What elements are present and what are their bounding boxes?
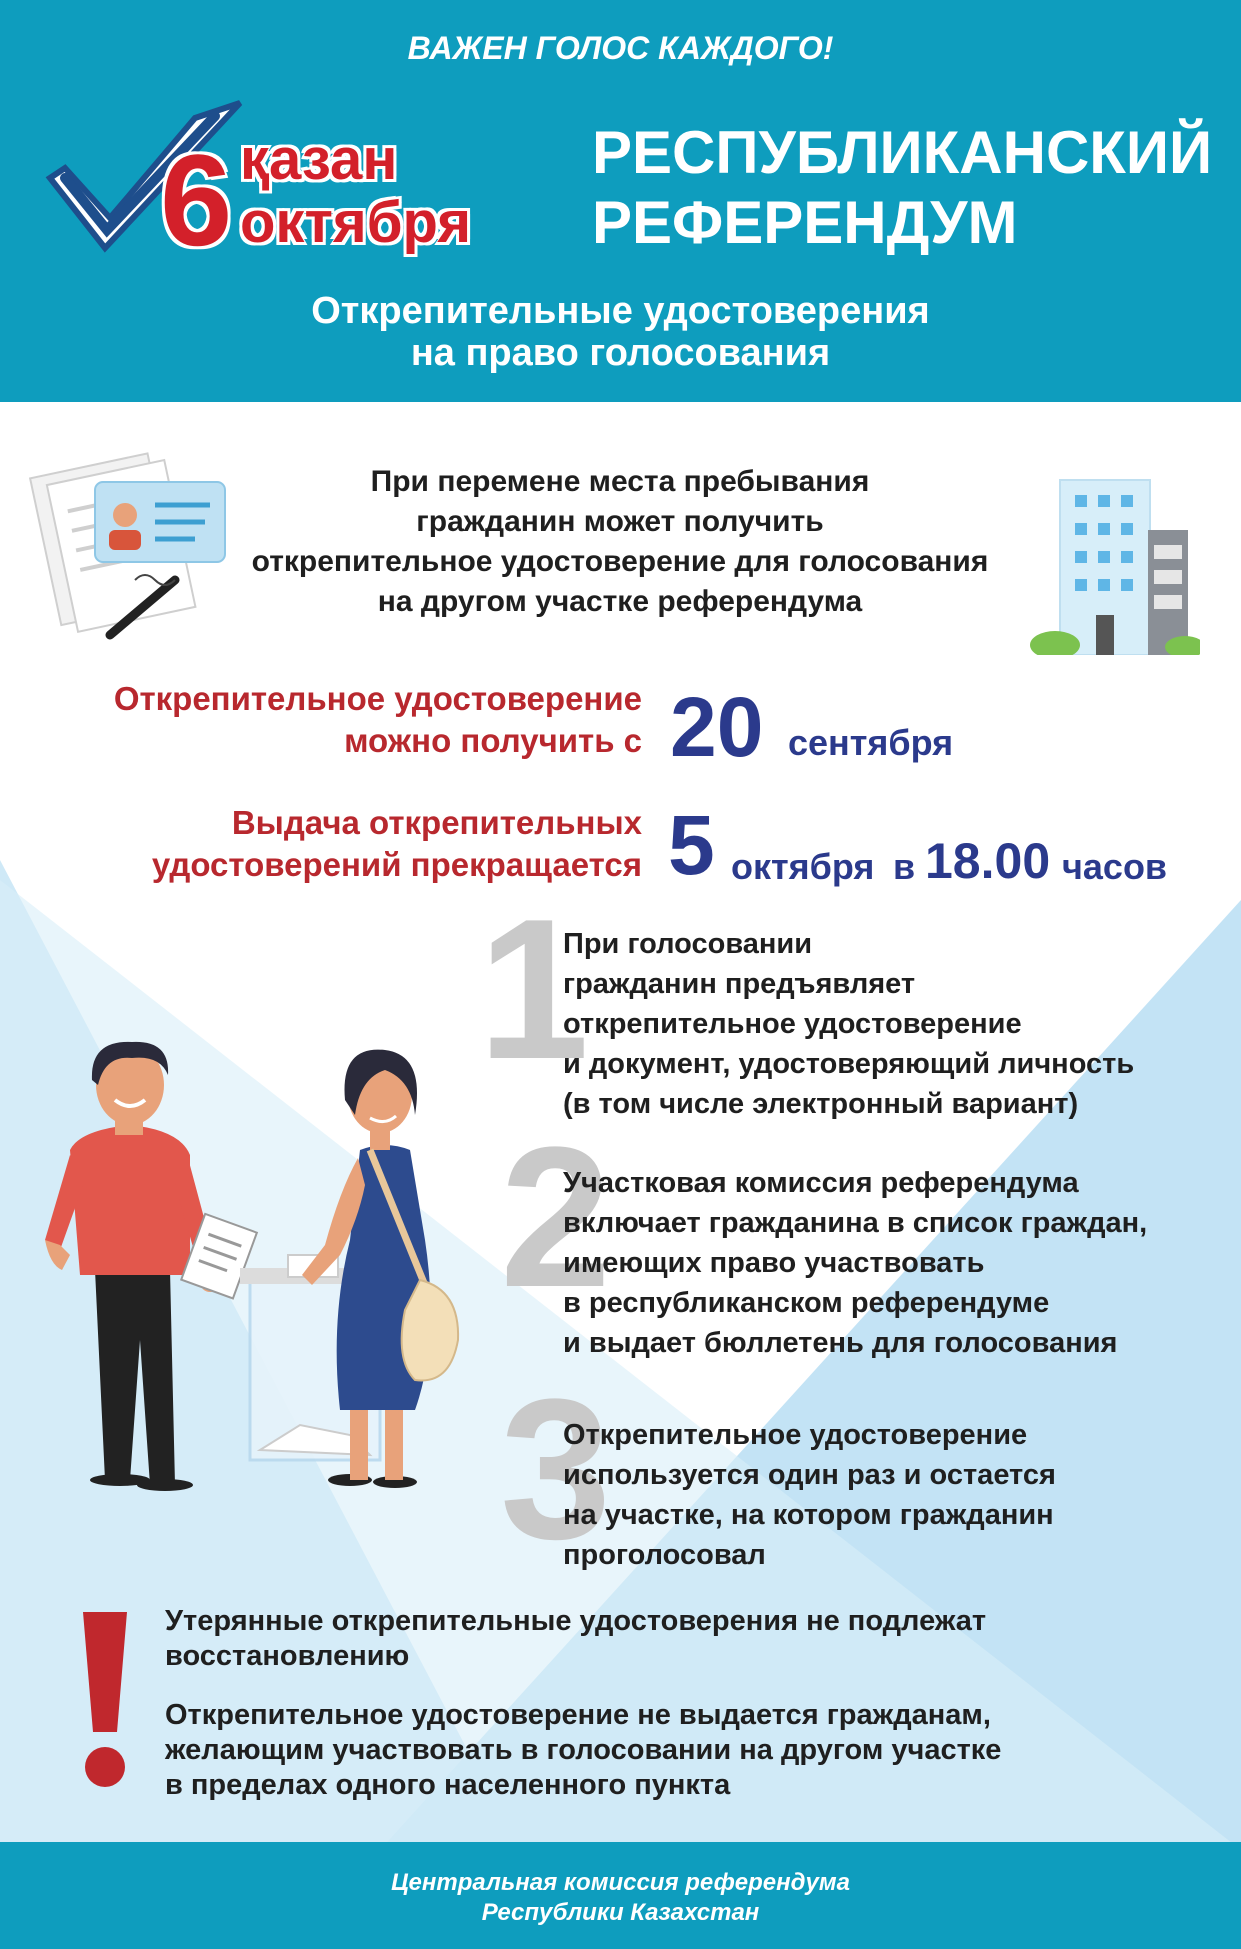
intro-line: открепительное удостоверение для голосования <box>251 545 989 578</box>
subtitle-line1: Открепительные удостоверения <box>311 290 930 332</box>
intro-line: на другом участке референдума <box>377 585 863 618</box>
note-line: восстановлению <box>165 1640 410 1672</box>
step-line: и выдает бюллетень для голосования <box>563 1327 1118 1359</box>
step-number: 2 <box>500 1106 612 1329</box>
exclamation-icon <box>75 1612 135 1792</box>
intro-line: гражданин может получить <box>416 505 824 538</box>
intro-line: При перемене места пребывания <box>370 465 870 498</box>
step-line: используется один раз и остается <box>563 1459 1056 1491</box>
step-text <box>563 1415 1241 1575</box>
building-icon <box>1030 475 1200 655</box>
voters-illustration <box>40 1040 500 1500</box>
logo-line2: октября <box>240 190 472 255</box>
end-time-suffix: часов <box>1062 846 1168 887</box>
step-text <box>563 1163 1241 1363</box>
issue-label-line1: Открепительное удостоверение <box>113 680 642 717</box>
note-line: Утерянные открепительные удостоверения не подлежат <box>165 1605 987 1637</box>
end-time-prefix: в <box>893 846 916 887</box>
documents-icon <box>25 440 235 640</box>
title-line1: РЕСПУБЛИКАНСКИЙ <box>592 119 1213 186</box>
footer-line2: Республики Казахстан <box>481 1899 760 1926</box>
warning-note-same-locality <box>165 1698 1165 1803</box>
issue-label-line2: можно получить с <box>344 722 642 759</box>
logo-line1: қазан <box>240 127 398 192</box>
end-label-line2: удостоверений прекращается <box>151 846 642 883</box>
step-line: на участке, на котором гражданин <box>563 1499 1054 1531</box>
step-line: проголосовал <box>563 1539 766 1571</box>
step-line: гражданин предъявляет <box>563 968 916 1000</box>
note-line: Открепительное удостоверение не выдается гражданам, <box>165 1699 991 1731</box>
warning-note-lost <box>165 1604 1165 1674</box>
page-title <box>592 118 1212 258</box>
issue-day: 20 <box>670 680 764 774</box>
logo-day: 6 <box>160 127 233 273</box>
footer-text <box>0 1868 1241 1928</box>
note-line: в пределах одного населенного пункта <box>165 1769 731 1801</box>
step-line: и документ, удостоверяющий личность <box>563 1048 1135 1080</box>
end-time: 18.00 <box>925 833 1051 889</box>
title-line2: РЕФЕРЕНДУМ <box>592 189 1018 256</box>
step-line: в республиканском референдуме <box>563 1287 1050 1319</box>
step-line: имеющих право участвовать <box>563 1247 985 1279</box>
step-line: Участковая комиссия референдума <box>563 1167 1079 1199</box>
end-month: октября <box>731 846 875 887</box>
step-number: 1 <box>478 878 590 1101</box>
page-subtitle <box>0 290 1241 374</box>
footer-line1: Центральная комиссия референдума <box>391 1869 850 1896</box>
issue-date-label <box>2 678 642 762</box>
step-number: 3 <box>500 1358 612 1581</box>
issue-month: сентября <box>788 722 954 763</box>
end-date-label <box>2 802 642 886</box>
end-label-line1: Выдача открепительных <box>231 804 642 841</box>
slogan: ВАЖЕН ГОЛОС КАЖДОГО! <box>407 30 834 66</box>
step-line: включает гражданина в список граждан, <box>563 1207 1148 1239</box>
step-text <box>563 924 1241 1124</box>
step-line: (в том числе электронный вариант) <box>563 1088 1079 1120</box>
step-line: открепительное удостоверение <box>563 1008 1022 1040</box>
intro-text <box>230 462 1010 622</box>
note-line: желающим участвовать в голосовании на другом участке <box>165 1734 1002 1766</box>
end-day: 5 <box>668 798 715 892</box>
step-line: Открепительное удостоверение <box>563 1419 1028 1451</box>
step-line: При голосовании <box>563 928 813 960</box>
subtitle-line2: на право голосования <box>410 332 831 374</box>
